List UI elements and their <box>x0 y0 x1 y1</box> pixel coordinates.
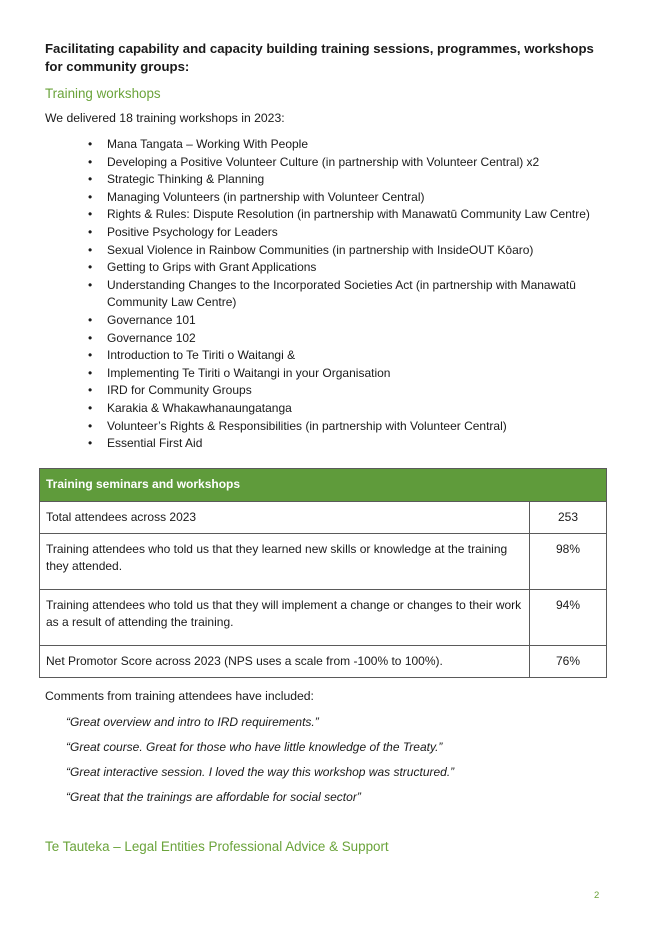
page-heading: Facilitating capability and capacity building training sessions, programmes, workshops for community groups: <box>45 41 594 74</box>
list-item: • Getting to Grips with Grant Applications <box>88 259 598 277</box>
list-item: • Rights & Rules: Dispute Resolution (in partnership with Manawatū Community Law Centre) <box>88 206 598 224</box>
list-item: • Sexual Violence in Rainbow Communities (in partnership with InsideOUT Kōaro) <box>88 242 598 260</box>
table-header: Training seminars and workshops <box>40 469 607 502</box>
intro-text: We delivered 18 training workshops in 2023: <box>45 111 285 125</box>
comments-intro: Comments from training attendees have included: <box>45 689 314 703</box>
row-value: 253 <box>530 502 607 534</box>
list-item: • Understanding Changes to the Incorporated Societies Act (in partnership with Manawatū Community Law Centre) <box>88 277 598 312</box>
list-item: • Managing Volunteers (in partnership with Volunteer Central) <box>88 189 598 207</box>
row-value: 94% <box>530 590 607 646</box>
list-item: • Introduction to Te Tiriti o Waitangi & <box>88 347 598 365</box>
list-item: • Volunteer’s Rights & Responsibilities (in partnership with Volunteer Central) <box>88 418 598 436</box>
workshop-list <box>88 136 598 453</box>
table-row <box>40 534 607 590</box>
row-label: Total attendees across 2023 <box>40 502 530 534</box>
section-title-training-workshops: Training workshops <box>45 86 161 101</box>
list-item: • Implementing Te Tiriti o Waitangi in your Organisation <box>88 365 598 383</box>
list-item: • Essential First Aid <box>88 435 598 453</box>
training-stats-table <box>39 468 607 678</box>
list-item: • Developing a Positive Volunteer Culture (in partnership with Volunteer Central) x2 <box>88 154 598 172</box>
attendee-quote: “Great that the trainings are affordable for social sector” <box>66 790 361 804</box>
list-item: • IRD for Community Groups <box>88 382 598 400</box>
row-value: 98% <box>530 534 607 590</box>
table-row <box>40 646 607 678</box>
attendee-quote: “Great interactive session. I loved the way this workshop was structured.” <box>66 765 455 779</box>
list-item: • Strategic Thinking & Planning <box>88 171 598 189</box>
list-item: • Positive Psychology for Leaders <box>88 224 598 242</box>
table-row <box>40 502 607 534</box>
row-value: 76% <box>530 646 607 678</box>
attendee-quote: “Great overview and intro to IRD requirements.” <box>66 715 319 729</box>
table-row <box>40 590 607 646</box>
list-item: • Mana Tangata – Working With People <box>88 136 598 154</box>
list-item: • Governance 102 <box>88 330 598 348</box>
row-label: Net Promotor Score across 2023 (NPS uses a scale from -100% to 100%). <box>40 646 530 678</box>
row-label: Training attendees who told us that they learned new skills or knowledge at the training they attended. <box>40 534 530 590</box>
attendee-quote: “Great course. Great for those who have little knowledge of the Treaty.” <box>66 740 443 754</box>
row-label: Training attendees who told us that they will implement a change or changes to their work as a result of attending the training. <box>40 590 530 646</box>
table-header-row <box>40 469 607 502</box>
list-item: • Governance 101 <box>88 312 598 330</box>
list-item: • Karakia & Whakawhanaungatanga <box>88 400 598 418</box>
page-number: 2 <box>594 890 600 901</box>
section-title-legal-entities: Te Tauteka – Legal Entities Professional Advice & Support <box>45 839 389 854</box>
